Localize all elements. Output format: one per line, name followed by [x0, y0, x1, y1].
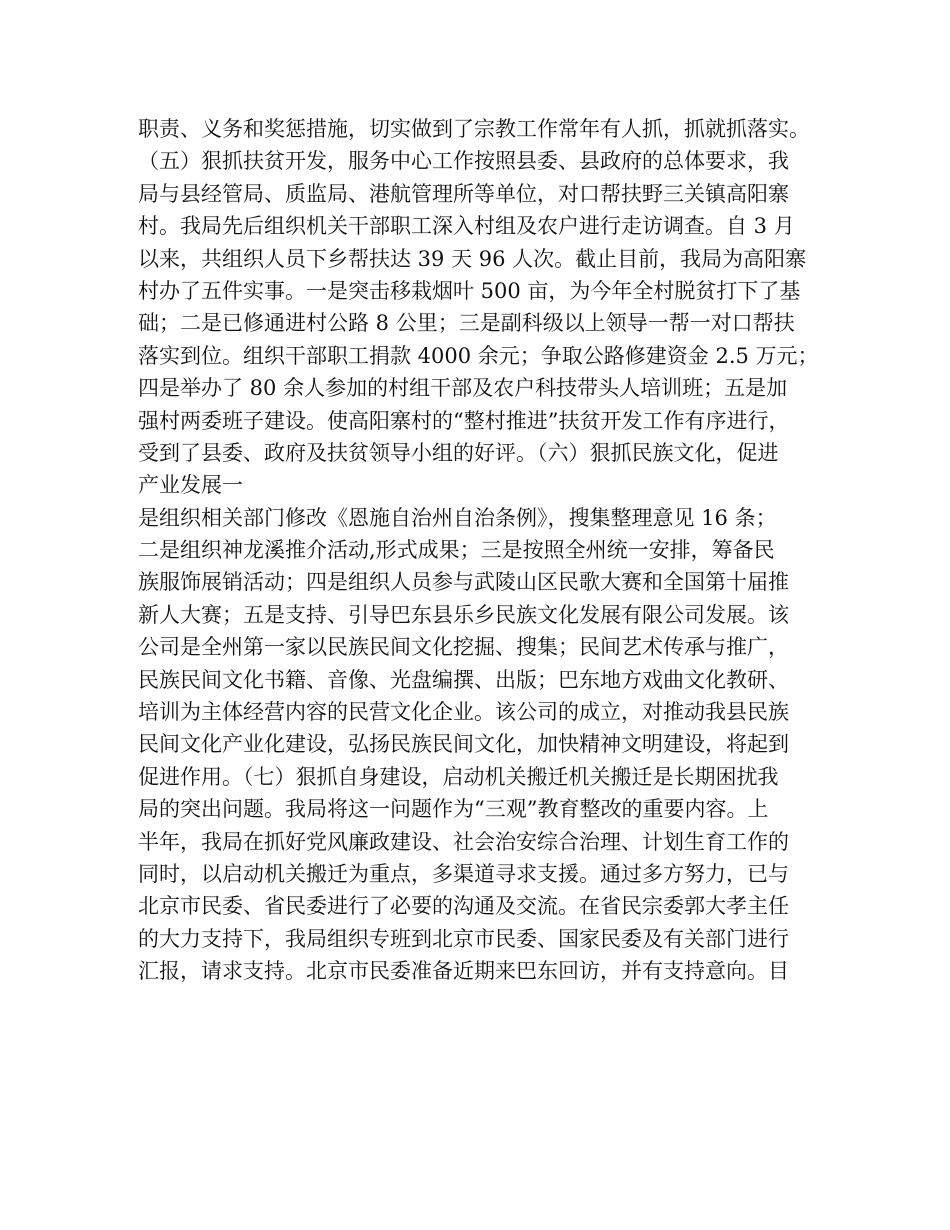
text-line: 民间文化产业化建设，弘扬民族民间文化，加快精神文明建设，将起到	[138, 732, 789, 757]
text-line: 二是组织神龙溪推介活动,形式成果；三是按照全州统一安排，筹备民	[138, 538, 775, 563]
text-line: 础；二是已修通进村公路 8 公里；三是副科级以上领导一帮一对口帮扶	[138, 311, 795, 336]
text-line: 北京市民委、省民委进行了必要的沟通及交流。在省民宗委郭大孝主任	[138, 894, 789, 919]
text-line: 公司是全州第一家以民族民间文化挖掘、搜集；民间艺术传承与推广，	[138, 635, 789, 660]
text-line: 民族民间文化书籍、音像、光盘编撰、出版；巴东地方戏曲文化教研、	[138, 667, 789, 692]
body-text	[138, 113, 828, 988]
text-line: 强村两委班子建设。使高阳寨村的“整村推进”扶贫开发工作有序进行，	[138, 408, 790, 433]
text-line: 汇报，请求支持。北京市民委准备近期来巴东回访，并有支持意向。目	[138, 959, 789, 984]
text-line: 半年，我局在抓好党风廉政建设、社会治安综合治理、计划生育工作的	[138, 829, 789, 854]
text-line: 村办了五件实事。一是突击移栽烟叶 500 亩，为今年全村脱贫打下了基	[138, 278, 801, 303]
text-line: 落实到位。组织干部职工捐款 4000 余元；争取公路修建资金 2.5 万元；	[138, 343, 819, 368]
text-line: 职责、义务和奖惩措施，切实做到了宗教工作常年有人抓，抓就抓落实。	[138, 117, 810, 141]
text-line: （五）狠抓扶贫开发，服务中心工作按照县委、县政府的总体要求，我	[138, 149, 789, 174]
text-line: 四是举办了 80 余人参加的村组干部及农户科技带头人培训班；五是加	[138, 376, 788, 401]
text-line: 村。我局先后组织机关干部职工深入村组及农户进行走访调查。自 3 月	[138, 214, 795, 239]
text-line: 的大力支持下，我局组织专班到北京市民委、国家民委及有关部门进行	[138, 926, 789, 951]
text-line: 局的突出问题。我局将这一问题作为“三观”教育整改的重要内容。上	[138, 797, 769, 822]
text-line: 局与县经管局、质监局、港航管理所等单位，对口帮扶野三关镇高阳寨	[138, 181, 789, 206]
text-line: 是组织相关部门修改《恩施自治州自治条例》，搜集整理意见 16 条；	[138, 505, 777, 530]
text-line: 产业发展一	[138, 473, 243, 498]
text-line: 同时，以启动机关搬迁为重点，多渠道寻求支援。通过多方努力，已与	[138, 861, 789, 886]
text-line: 受到了县委、政府及扶贫领导小组的好评。（六）狠抓民族文化，促进	[138, 440, 779, 465]
text-line: 培训为主体经营内容的民营文化企业。该公司的成立，对推动我县民族	[138, 700, 789, 725]
text-line: 新人大赛；五是支持、引导巴东县乐乡民族文化发展有限公司发展。该	[138, 602, 789, 627]
text-line: 促进作用。（七）狠抓自身建设，启动机关搬迁机关搬迁是长期困扰我	[138, 764, 779, 789]
text-line: 以来，共组织人员下乡帮扶达 39 天 96 人次。截止目前，我局为高阳寨	[138, 246, 807, 271]
text-line: 族服饰展销活动；四是组织人员参与武陵山区民歌大赛和全国第十届推	[138, 570, 789, 595]
